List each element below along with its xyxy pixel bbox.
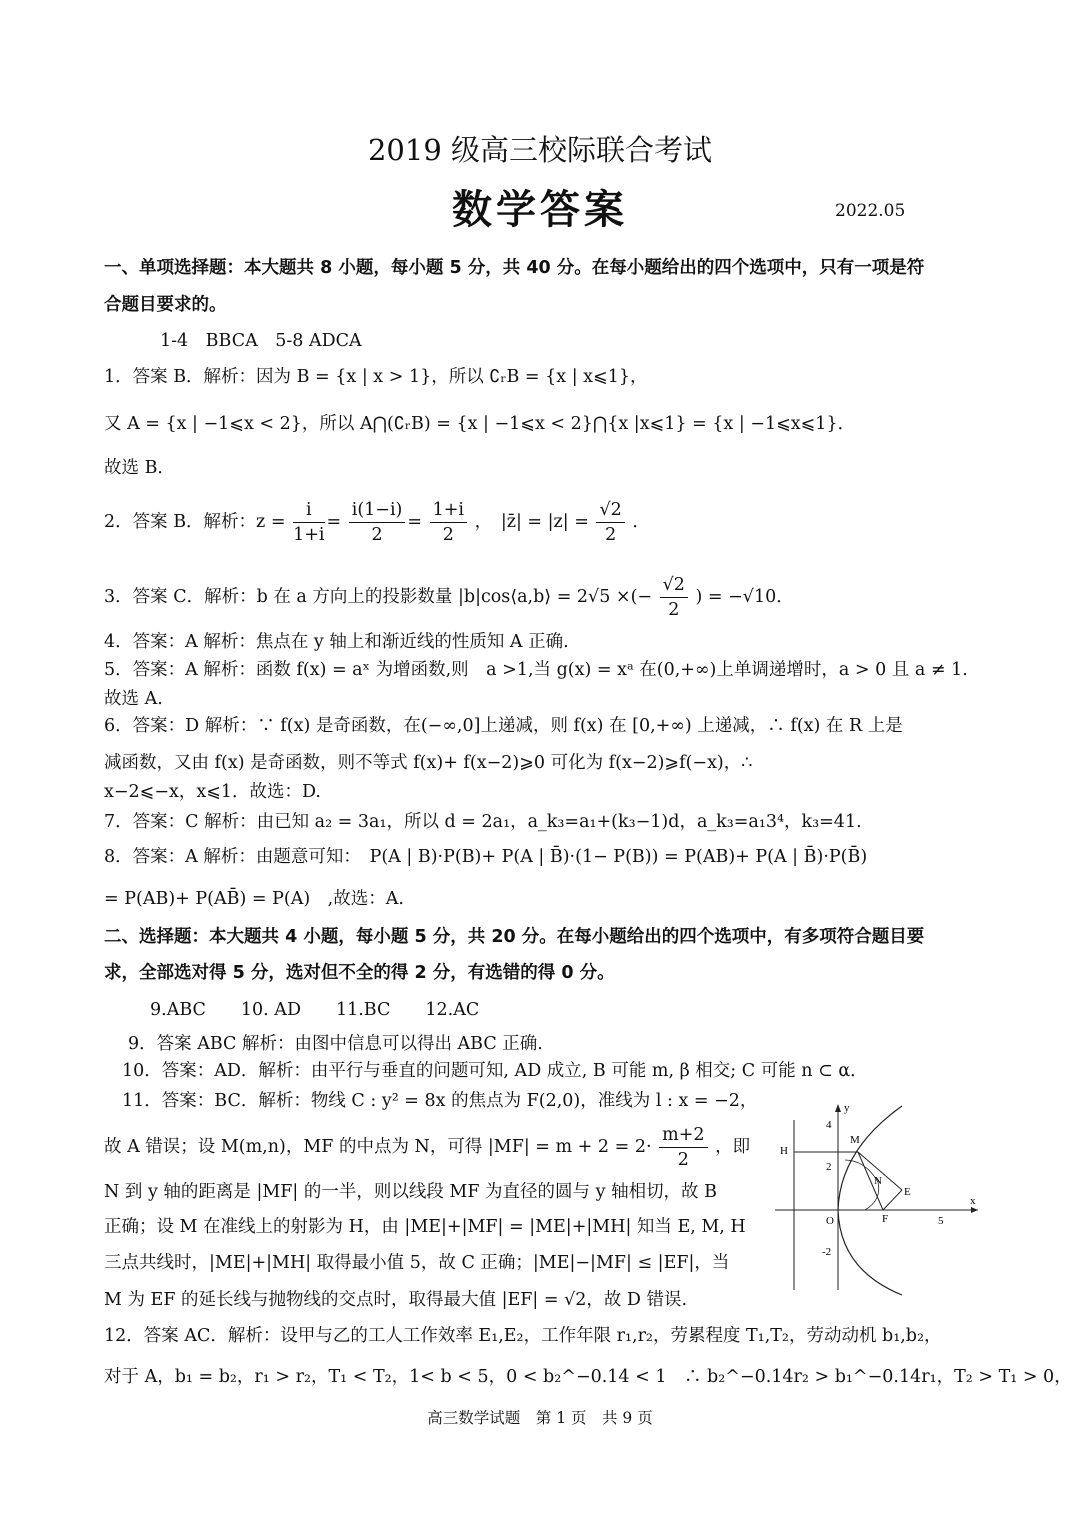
figure-tick-5: 5 [938,1215,944,1227]
q4-line1: 4．答案：A 解析：焦点在 y 轴上和渐近线的性质知 A 正确. [104,632,569,652]
q7-line1: 7．答案：C 解析：由已知 a₂ = 3a₁，所以 d = 2a₁，a_k₃=a₁+(k₃−1)d，a_k₃=a₁3⁴，k₃=41. [104,812,862,832]
page-subtitle: 数学答案 [452,187,628,233]
figure-tick-2: 2 [826,1161,832,1173]
q8-line1: 8．答案：A 解析：由题意可知： P(A | B)·P(B)+ P(A | B̄)·(1− P(B)) = P(AB)+ P(A | B̄)·P(B̄) [104,847,868,867]
q2-fraction-1: $\frac{i}{1+i}$ [293,500,325,545]
parabola-figure [770,1100,985,1300]
figure-point-H: H [780,1145,788,1157]
figure-point-F: F [882,1213,889,1225]
figure-x-label: x [970,1195,976,1207]
q3-end: ) = −√10． [695,587,794,607]
q11-line6: M 为 EF 的延长线与抛物线的交点时，取得最大值 |EF| = √2，故 D 错误. [104,1290,688,1310]
q11-line2 [104,1122,750,1172]
q3-fraction: $\frac{√2}{2}$ [660,573,688,622]
figure-origin: O [826,1215,834,1227]
section1-heading-line2: 合题目要求的。 [104,295,227,315]
figure-point-M: M [850,1134,860,1146]
q2-end: ． [632,512,650,532]
q12-line1: 12．答案 AC．解析：设甲与乙的工人工作效率 E₁,E₂，工作年限 r₁,r₂，劳累程度 T₁,T₂，劳动动机 b₁,b₂， [104,1326,942,1346]
q11-line5: 三点共线时，|ME|+|MH| 取得最小值 5，故 C 正确；|ME|−|MF| ≤ |EF|，当 [104,1253,730,1273]
section1-answer-key: 1-4 BBCA 5-8 ADCA [160,331,362,351]
section2-heading-line1: 二、选择题：本大题共 4 小题，每小题 5 分，共 20 分。在每小题给出的四个选项中，有多项符合题目要 [104,927,925,947]
figure-point-N: N [874,1175,882,1187]
q6-line1: 6．答案：D 解析：∵ f(x) 是奇函数，在(−∞,0]上递减，则 f(x) 在 [0,+∞) 上递减，∴ f(x) 在 R 上是 [104,716,903,736]
q2-fraction-2: $\frac{i(1-i)}{2}$ [349,498,406,547]
q5-line2: 故选 A. [104,689,163,709]
q11-line3: N 到 y 轴的距离是 |MF| 的一半，则以线段 MF 为直径的圆与 y 轴相切，故 B [104,1182,717,1202]
exam-date: 2022.05 [835,201,906,221]
q2-line: 2．答案 B．解析：z = $\frac{i}{1+i}$ = $\frac{i(1-i)}{2}$ = $\frac{1+i}{2}$ ， |z̄| = |z| = $\frac{√2}{2}$ ． [104,500,650,545]
q2-fraction-3: $\frac{1+i}{2}$ [430,498,467,547]
figure-y-label: y [844,1102,850,1114]
section2-heading-line2: 求，全部选对得 5 分，选对但不全的得 2 分，有选错的得 0 分。 [104,963,615,983]
q8-line2: = P(AB)+ P(AB̄) = P(A) ,故选：A. [104,889,404,909]
q1-line3: 故选 B． [104,458,175,478]
q6-line2: 减函数，又由 f(x) 是奇函数，则不等式 f(x)+ f(x−2)⩾0 可化为 f(x−2)⩾f(−x)，∴ [104,753,753,773]
page-footer: 高三数学试题 第 1 页 共 9 页 [427,1409,653,1427]
figure-point-E: E [904,1186,911,1198]
figure-tick-minus2: -2 [822,1246,832,1258]
section2-answer-key: 9.ABC 10. AD 11.BC 12.AC [150,1000,480,1020]
q2-mid: ， |z̄| = |z| = [474,512,589,532]
q1-line1: 1．答案 B．解析：因为 B = {x | x > 1}，所以 ∁ᵣB = {x | x⩽1}， [104,367,648,387]
figure-x-arrow [971,1207,978,1213]
q11-line1: 11．答案：BC．解析：物线 C : y² = 8x 的焦点为 F(2,0)，准线为 l : x = −2， [122,1091,758,1111]
q11-line2-a: 故 A 错误；设 M(m,n)，MF 的中点为 N，可得 |MF| = m + 2 = 2· [104,1137,652,1157]
q12-line2: 对于 A，b₁ = b₂，r₁ > r₂，T₁ < T₂，1< b < 5，0 < b₂^−0.14 < 1 ∴ b₂^−0.14r₂ > b₁^−0.14r₁，T₂ > T₁ > 0， [104,1367,1072,1387]
page-title: 2019 级高三校际联合考试 [367,133,713,167]
q10-line1: 10．答案：AD．解析：由平行与垂直的问题可知, AD 成立, B 可能 m, β 相交; C 可能 n ⊂ α． [122,1061,868,1081]
q2-prefix: 2．答案 B．解析：z = [104,512,286,532]
q2-fraction-4: $\frac{√2}{2}$ [596,498,624,547]
figure-segment-EF [883,1190,902,1210]
q11-line4: 正确；设 M 在准线上的射影为 H，由 |ME|+|MF| = |ME|+|MH| 知当 E, M, H [104,1217,746,1237]
q11-fraction: $\frac{m+2}{2}$ [659,1123,707,1172]
q3-prefix: 3．答案 C．解析：b 在 a 方向上的投影数量 |b|cos⟨a,b⟩ = 2√5 ×(− [104,587,653,607]
q9-line1: 9．答案 ABC 解析：由图中信息可以得出 ABC 正确. [128,1034,543,1054]
q6-line3: x−2⩽−x，x⩽1．故选：D. [104,782,321,802]
q3-line [104,572,794,622]
section1-heading-line1: 一、单项选择题：本大题共 8 小题，每小题 5 分，共 40 分。在每小题给出的四个选项中，只有一项是符 [104,258,925,278]
figure-y-arrow [835,1104,841,1112]
q1-line2: 又 A = {x | −1⩽x < 2}，所以 A⋂(∁ᵣB) = {x | −1⩽x < 2}⋂{x |x⩽1} = {x | −1⩽x⩽1}． [104,414,856,434]
q11-line2-b: ，即 [715,1137,751,1157]
q5-line1: 5．答案：A 解析：函数 f(x) = aˣ 为增函数,则 a >1,当 g(x) = xᵃ 在(0,+∞)上单调递增时，a > 0 且 a ≠ 1. [104,660,968,680]
figure-tick-4: 4 [826,1119,832,1131]
